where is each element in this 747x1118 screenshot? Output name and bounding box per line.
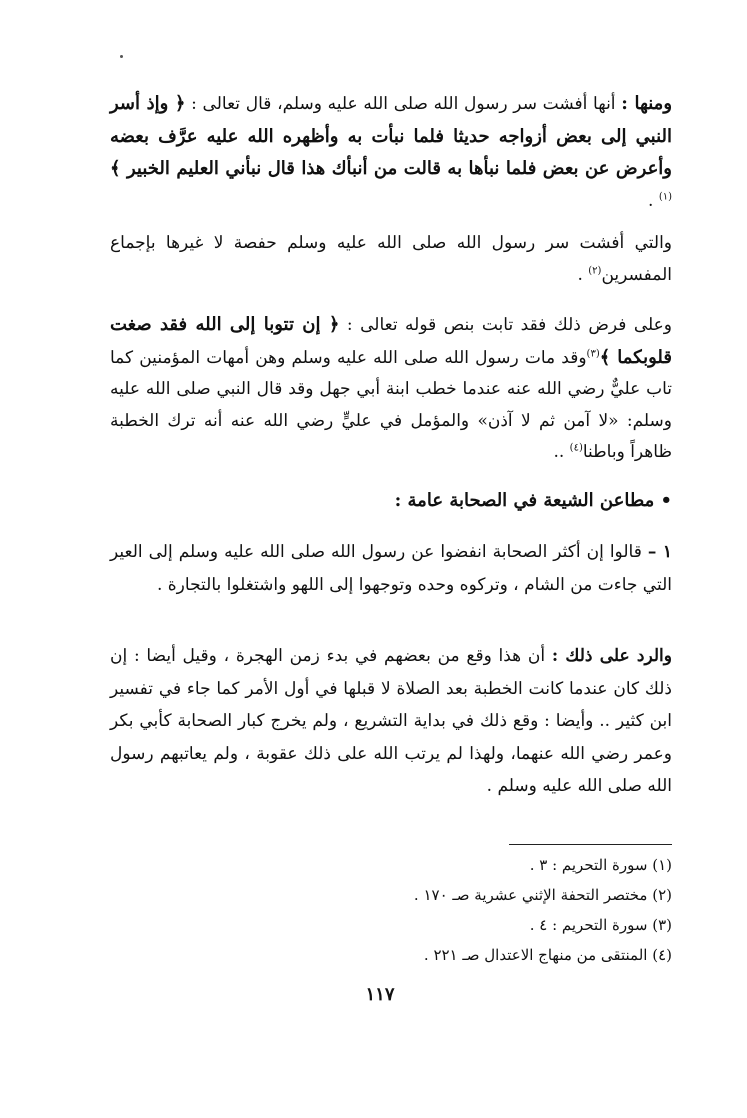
footnote-divider — [509, 844, 672, 845]
footnote-4: (٤) المنتقى من منهاج الاعتدال صـ ٢٢١ . — [423, 946, 672, 964]
paragraph-2-text: والتي أفشت سر رسول الله صلى الله عليه وسلم حفصة لا غيرها بإجماع المفسرين — [110, 233, 672, 285]
speck-mark — [120, 55, 123, 58]
paragraph-1 — [110, 88, 672, 217]
paragraph-2-end: . — [577, 264, 583, 285]
paragraph-1-end: . — [648, 190, 654, 211]
paragraph-1-text: أنها أفشت سر رسول الله صلى الله عليه وسلم، قال تعالى : — [191, 94, 616, 114]
list-item-1 — [110, 536, 672, 601]
paragraph-3-end: .. — [553, 442, 565, 462]
paragraph-3 — [110, 309, 672, 469]
list-item-text: قالوا إن أكثر الصحابة انفضوا عن رسول الله صلى الله عليه وسلم إلى العير التي جاءت من الشام ، وتركوه وحده وتوجهوا إلى اللهو واشتغلوا بالتجارة . — [110, 542, 672, 595]
section-heading: • مطاعن الشيعة في الصحابة عامة : — [394, 490, 672, 511]
paragraph-3-text: وعلى فرض ذلك فقد تابت بنص قوله تعالى : — [346, 315, 673, 335]
quran-quote-2: ﴿ إن تتوبا إلى الله فقد صغت قلوبكما ﴾ — [110, 314, 672, 368]
list-item-number: ١ – — [647, 542, 673, 562]
footnote-ref-3: (٣) — [586, 347, 600, 359]
footnote-2: (٢) مختصر التحفة الإثني عشرية صـ ١٧٠ . — [413, 886, 672, 904]
footnote-3: (٣) سورة التحريم : ٤ . — [529, 916, 672, 934]
page-number: ١١٧ — [365, 984, 395, 1005]
footnote-ref-4: (٤) — [569, 442, 583, 454]
reply-label: والرد على ذلك : — [551, 646, 672, 666]
reply-paragraph — [110, 640, 672, 803]
paragraph-2 — [110, 228, 672, 291]
footnote-ref-2: (٢) — [588, 264, 602, 276]
paragraph-3-rest: وقد مات رسول الله صلى الله عليه وسلم وهن أمهات المؤمنين كما تاب عليٌّ رضي الله عنه عندما خطب ابنة أبي جهل وقد قال النبي صلى الله عليه وسلم: «لا آمن ثم لا آذن» والمؤمل في عليٍّ رضي الله عنه أنه ترك الخطبة ظاهراً وباطنا — [110, 347, 672, 462]
footnote-1: (١) سورة التحريم : ٣ . — [529, 856, 672, 874]
reply-text: أن هذا وقع من بعضهم في بدء زمن الهجرة ، وقيل أيضا : إن ذلك كان عندما كانت الخطبة بعد الصلاة لا قبلها في أول الأمر كما جاء في تفسير ابن كثير .. وأيضا : وقع ذلك في بداية التشريع ، ولم يخرج كبار الصحابة كأبي بكر وعمر رضي الله عنهما، ولهذا لم يرتب الله على ذلك عقوبة ، ولم يعاتبهم رسول الله صلى الله عليه وسلم . — [110, 646, 672, 796]
footnote-ref-1: (١) — [658, 190, 672, 202]
paragraph-1-label: ومنها : — [621, 93, 673, 114]
quran-quote-1: ﴿ وإذ أسر النبي إلى بعض أزواجه حديثا فلما نبأت به وأظهره الله عليه عرَّف بعضه وأعرض عن بعض فلما نبأها به قالت من أنبأك هذا قال نبأني العليم الخبير ﴾ — [110, 93, 672, 179]
